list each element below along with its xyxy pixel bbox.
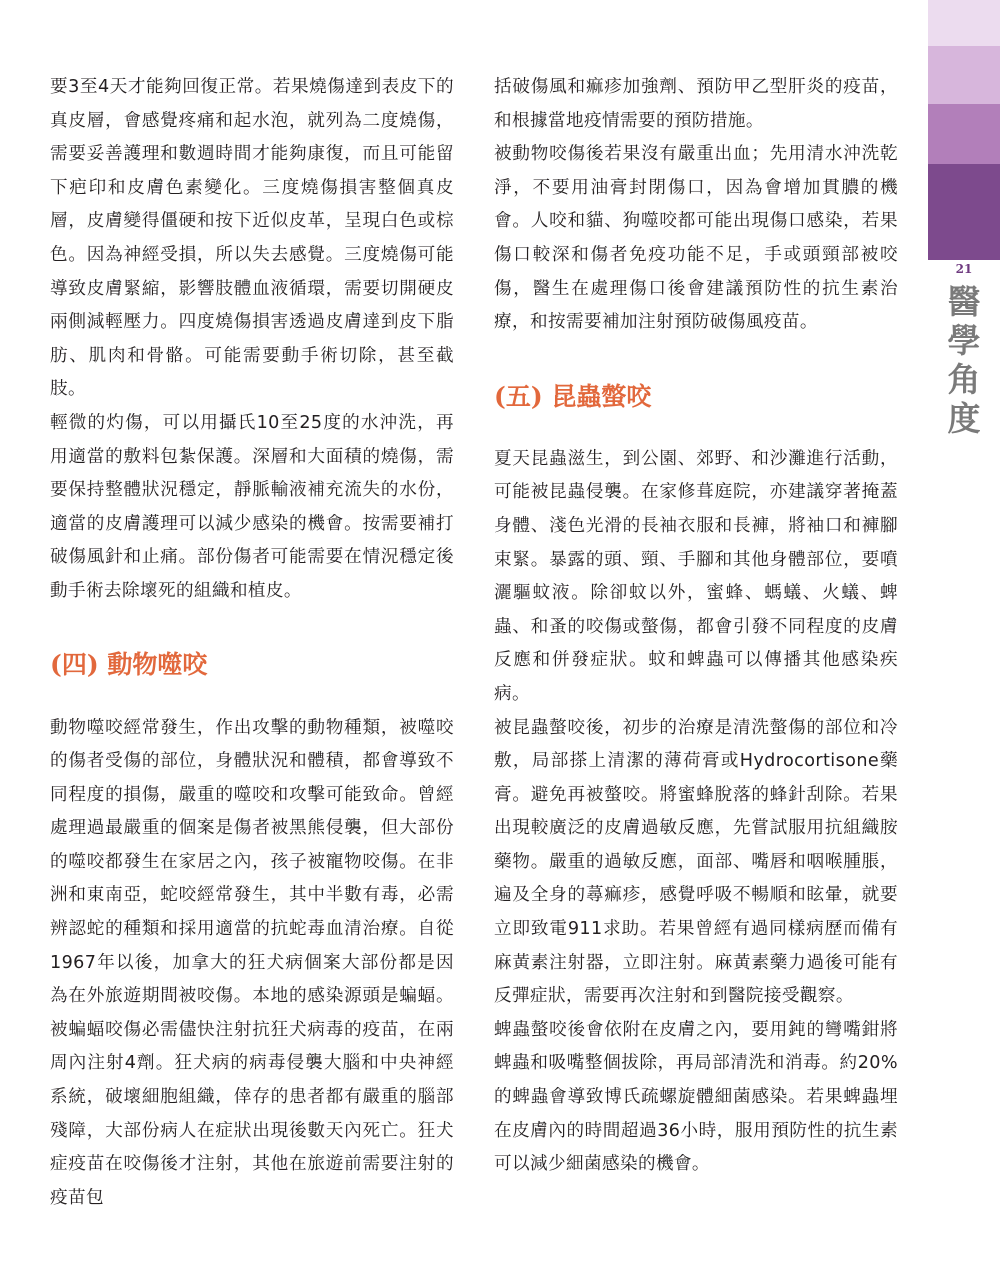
paragraph-vaccines-continued: 括破傷風和痲疹加強劑、預防甲乙型肝炎的疫苗，和根據當地疫情需要的預防措施。 — [494, 77, 898, 131]
section-title-char: 學 — [947, 321, 981, 360]
paragraph-bite-wound-care: 被動物咬傷後若果沒有嚴重出血；先用清水沖洗乾淨，不要用油膏封閉傷口，因為會增加貫膿的機會。人咬和貓、狗噬咬都可能出現傷口感染，若果傷口較深和傷者免疫功能不足，手或頭頸部被咬傷，醫生在處理傷口後會建議預防性的抗生素治療，和按需要補加注射預防破傷風疫苗。 — [494, 144, 898, 333]
sidebar-color-band — [928, 164, 1000, 260]
paragraph-insect-treatment: 被昆蟲螫咬後，初步的治療是清洗螫傷的部位和冷敷，局部搽上清潔的薄荷膏或Hydrocortisone藥膏。避免再被螫咬。將蜜蜂脫落的蜂針刮除。若果出現較廣泛的皮膚過敏反應，先嘗試服用抗組織胺藥物。嚴重的過敏反應，面部、嘴唇和咽喉腫脹，遍及全身的蕁痲疹，感覺呼吸不暢順和眩暈，就要立即致電911求助。若果曾經有過同樣病歷而備有麻黃素注射器，立即注射。麻黃素藥力過後可能有反彈症狀，需要再次注射和到醫院接受觀察。 — [494, 717, 898, 1007]
paragraph-burns-treatment: 輕微的灼傷，可以用攝氏10至25度的水沖洗，再用適當的敷料包紮保護。深層和大面積的燒傷，需要保持整體狀況穩定，靜脈輸液補充流失的水份，適當的皮膚護理可以減少感染的機會。按需要補打破傷風針和止痛。部份傷者可能需要在情況穩定後動手術去除壞死的組織和植皮。 — [50, 412, 454, 601]
section-sidebar — [928, 0, 1000, 1275]
paragraph-burns-degrees: 要3至4天才能夠回復正常。若果燒傷達到表皮下的真皮層，會感覺疼痛和起水泡，就列為二度燒傷，需要妥善護理和數週時間才能夠康復，而且可能留下疤印和皮膚色素變化。三度燒傷損害整個真皮層，皮膚變得僵硬和按下近似皮革，呈現白色或棕色。因為神經受損，所以失去感覺。三度燒傷可能導致皮膚緊縮，影響肢體血液循環，需要切開硬皮兩側減輕壓力。四度燒傷損害透過皮膚達到皮下脂肪、肌肉和骨骼。可能需要動手術切除，甚至截肢。 — [50, 77, 454, 400]
section-title-char: 醫 — [947, 282, 981, 321]
section-title-vertical — [928, 282, 1000, 438]
right-column — [494, 71, 898, 1182]
sidebar-color-band — [928, 0, 1000, 46]
section-title-char: 角 — [947, 360, 981, 399]
section-heading-animal-bites: (四) 動物噬咬 — [50, 649, 208, 679]
paragraph-tick-removal: 蜱蟲螫咬後會依附在皮膚之內，要用鈍的彎嘴鉗將蜱蟲和吸嘴整個拔除，再局部清洗和消毒。約20%的蜱蟲會導致博氏疏螺旋體細菌感染。若果蜱蟲埋在皮膚內的時間超過36小時，服用預防性的抗生素可以減少細菌感染的機會。 — [494, 1019, 898, 1175]
left-column — [50, 71, 454, 1215]
paragraph-insect-prevention: 夏天昆蟲滋生，到公園、郊野、和沙灘進行活動，可能被昆蟲侵襲。在家修葺庭院，亦建議穿著掩蓋身體、淺色光滑的長袖衣服和長褲，將袖口和褲腳束緊。暴露的頭、頸、手腳和其他身體部位，要噴灑驅蚊液。除卻蚊以外，蜜蜂、螞蟻、火蟻、蜱蟲、和蚤的咬傷或螫傷，都會引發不同程度的皮膚反應和併發症狀。蚊和蜱蟲可以傳播其他感染疾病。 — [494, 448, 898, 704]
sidebar-color-band — [928, 46, 1000, 104]
page-number: 21 — [955, 262, 973, 276]
section-title-char: 度 — [947, 399, 981, 438]
section-heading-insect-bites: (五) 昆蟲螫咬 — [494, 381, 652, 411]
sidebar-color-band — [928, 104, 1000, 164]
paragraph-animal-bites: 動物噬咬經常發生，作出攻擊的動物種類，被噬咬的傷者受傷的部位，身體狀況和體積，都會導致不同程度的損傷，嚴重的噬咬和攻擊可能致命。曾經處理過最嚴重的個案是傷者被黑熊侵襲，但大部份的噬咬都發生在家居之內，孩子被寵物咬傷。在非洲和東南亞，蛇咬經常發生，其中半數有毒，必需辨認蛇的種類和採用適當的抗蛇毒血清治療。自從1967年以後，加拿大的狂犬病個案大部份都是因為在外旅遊期間被咬傷。本地的感染源頭是蝙蝠。被蝙蝠咬傷必需儘快注射抗狂犬病毒的疫苗，在兩周內注射4劑。狂犬病的病毒侵襲大腦和中央神經系統，破壞細胞組織，倖存的患者都有嚴重的腦部殘障，大部份病人在症狀出現後數天內死亡。狂犬症疫苗在咬傷後才注射，其他在旅遊前需要注射的疫苗包 — [50, 717, 454, 1208]
